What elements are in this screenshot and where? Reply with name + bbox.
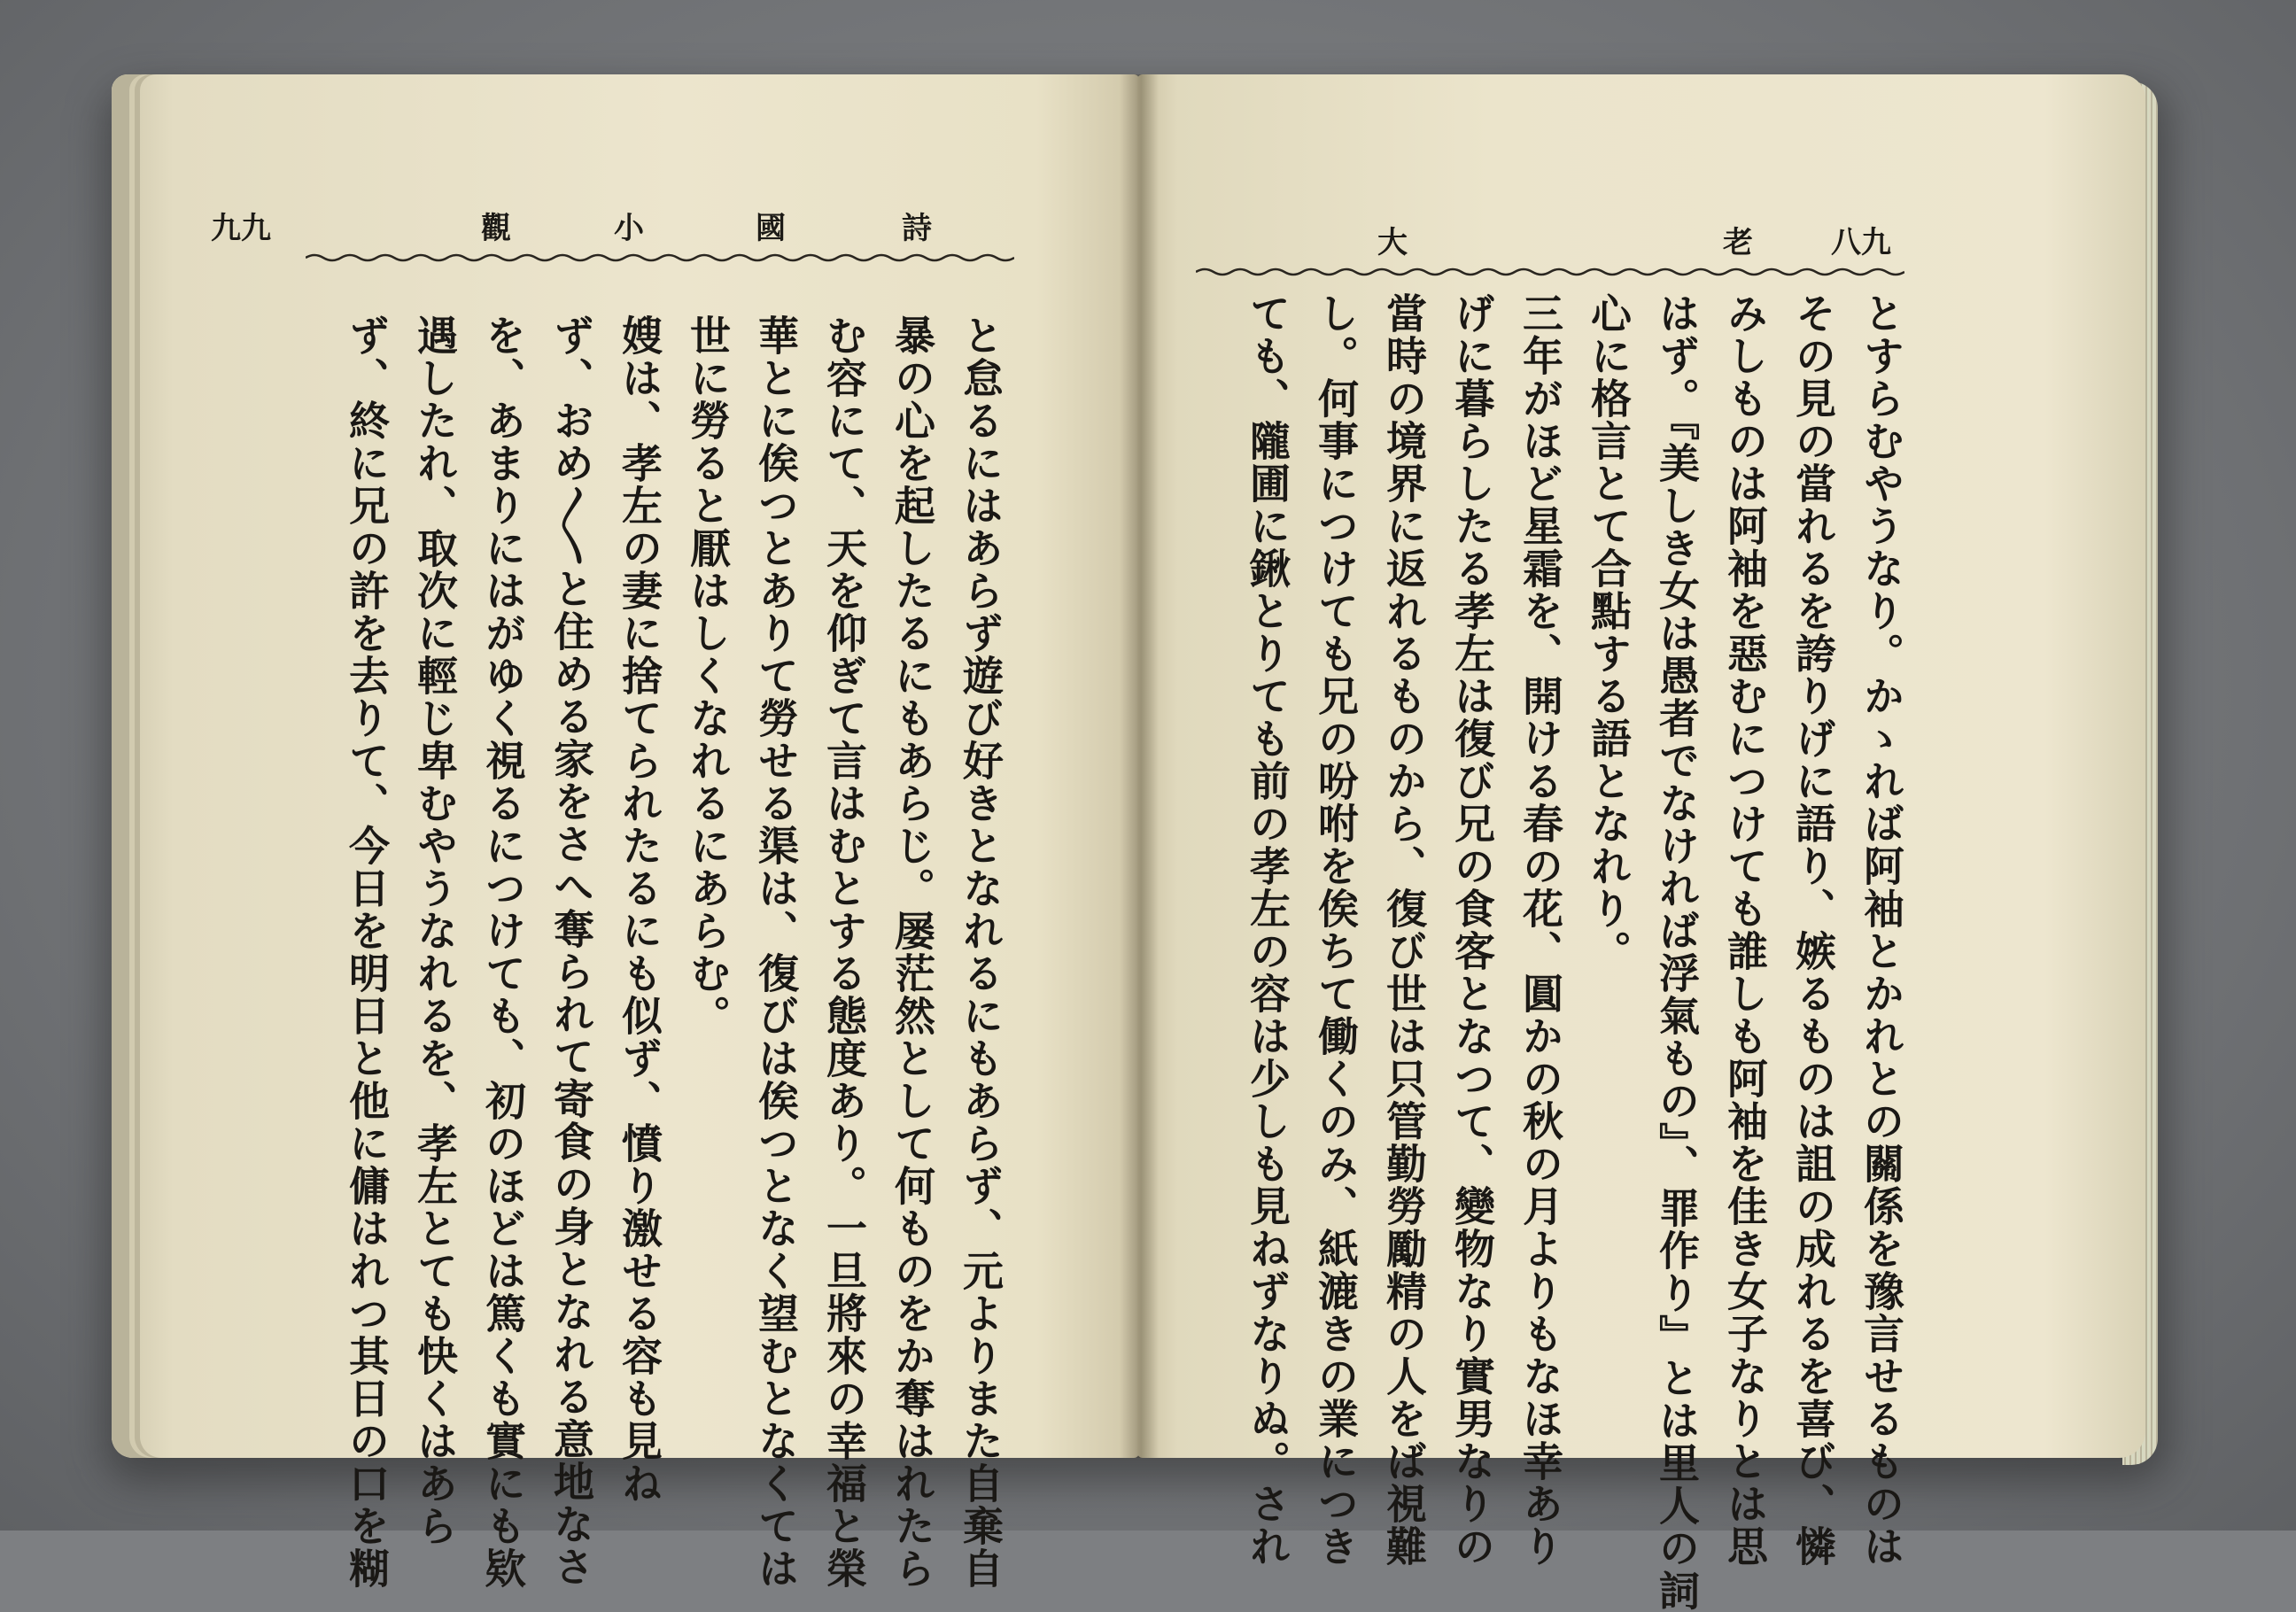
left-header-rule [306, 252, 1014, 264]
left-header-char: 觀 [481, 211, 511, 246]
text-line: 世に勞ると厭はしくなれるにあらむ。 [684, 314, 732, 1037]
text-line: とすらむやうなり。かゝれば阿袖とかれとの關係を豫言せるものは [1858, 292, 1905, 1568]
text-line: ず、終に兄の許を去りて、今日を明日と他に傭はれつ其日の口を糊 [343, 314, 391, 1590]
left-header-char: 詩 [902, 211, 932, 246]
text-line: 遇したれ、取次に輕じ卑むやうなれるを、孝左とても快くはあら [411, 314, 459, 1547]
right-header-char: 老 [1723, 225, 1753, 260]
left-header-char: 小 [614, 211, 644, 246]
left-page-number: 九九 [211, 211, 271, 246]
text-line: ず、おめ〳〵と住める家をさへ奪られて寄食の身となれる意地なさ [547, 314, 595, 1588]
text-line: みしものは阿袖を惡むにつけても誰しも阿袖を佳き女子なりとは思 [1721, 292, 1769, 1568]
right-header-char: 大 [1377, 225, 1408, 260]
book-gutter [1120, 74, 1159, 1458]
text-line: その見の當れるを誇りげに語り、嫉るものは詛の成れるを喜び、憐 [1789, 292, 1837, 1568]
text-line: げに暮らしたる孝左は復び兄の食客となつて、變物なり實男なりの [1448, 292, 1496, 1568]
text-line: ても、隴圃に鍬とりても前の孝左の容は少しも見ねずなりぬ。され [1244, 292, 1292, 1568]
text-line: 嫂は、孝左の妻に捨てられたるにも似ず、憤り激せる容も見ね [616, 314, 663, 1505]
text-line: 心に格言とて合點する語となれり。 [1585, 292, 1633, 973]
right-page-number: 八九 [1831, 225, 1891, 260]
text-line: し。何事につけても兄の吩咐を俟ちて働くのみ、紙漉きの業につき [1312, 292, 1360, 1568]
text-line: を、あまりにはがゆく視るにつけても、初のほどは篤くも實にも欵 [479, 314, 527, 1590]
right-page-text [1206, 292, 1915, 1612]
text-line: はず。『美しき女は愚者でなければ浮氣もの』、罪作り』とは里人の詞 [1653, 292, 1701, 1612]
left-running-head [211, 204, 1017, 248]
text-line: む容にて、天を仰ぎて言はむとする態度あり。一旦將來の幸福と榮 [820, 314, 868, 1590]
text-line: 當時の境界に返れるものから、復び世は只管勤勞勵精の人をば視難 [1380, 292, 1428, 1568]
right-header-rule [1196, 266, 1904, 278]
left-header-char: 國 [756, 211, 786, 246]
text-line: 暴の心を起したるにもあらじ。屡茫然として何ものをか奪はれたら [888, 314, 936, 1590]
right-running-head [1191, 218, 1909, 262]
text-line: と怠るにはあらず遊び好きとなれるにもあらず、元よりまた自棄自 [957, 314, 1004, 1590]
text-line: 三年がほど星霜を、開ける春の花、圓かの秋の月よりもなほ幸あり [1516, 292, 1564, 1568]
text-line: 華とに俟つとありて勞せる渠は、復びは俟つとなく望むとなくては [752, 314, 800, 1590]
left-page-text [310, 314, 1014, 1590]
